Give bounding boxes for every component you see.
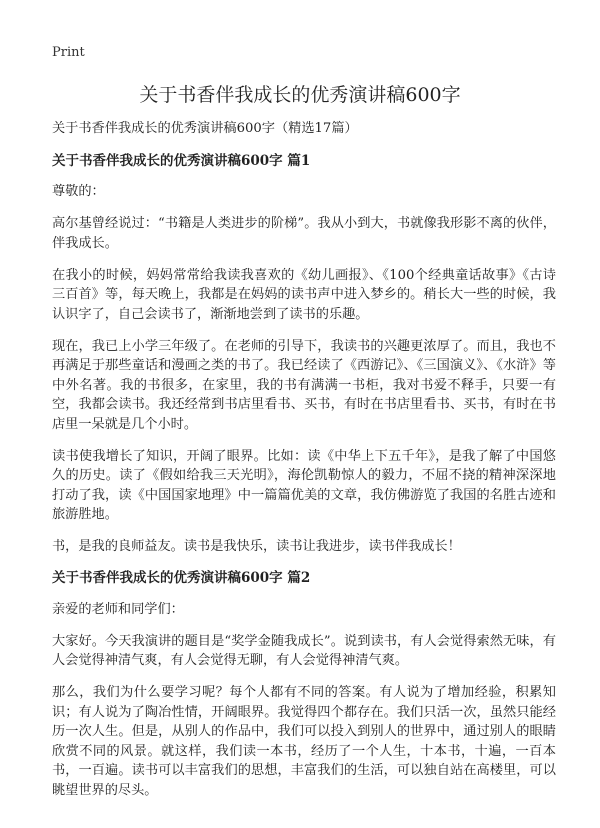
paragraph: 读书使我增长了知识，开阔了眼界。比如：读《中华上下五千年》，是我了解了中国悠久的历史。读了《假如给我三天光明》，海伦凯勒惊人的毅力，不屈不挠的精神深深地打动了我，读《中国国家地理》中一篇篇优美的文章，我仿佛游览了我国的名胜古迹和旅游胜地。 (52, 448, 556, 522)
document-title: 关于书香伴我成长的优秀演讲稿600字 (139, 84, 461, 106)
print-label[interactable]: Print (52, 45, 85, 60)
paragraph: 书，是我的良师益友。读书是我快乐，读书让我进步，读书伴我成长！ (52, 539, 461, 554)
document-subtitle: 关于书香伴我成长的优秀演讲稿600字（精选17篇） (52, 121, 358, 136)
paragraph: 尊敬的： (52, 184, 105, 199)
paragraph: 现在，我已上小学三年级了。在老师的引导下，我读书的兴趣更浓厚了。而且，我也不再满足于那些童话和漫画之类的书了。我已经读了《西游记》、《三国演义》、《水浒》等中外名著。我的书很多，在家里，我的书有满满一书柜，我对书爱不释手，只要一有空，我都会读书。我还经常到书店里看书、买书，有时在书店里看书、买书，有时在书店里一呆就是几个小时。 (52, 338, 556, 432)
paragraph: 大家好。今天我演讲的题目是“奖学金随我成长”。说到读书，有人会觉得索然无味，有人会觉得神清气爽，有人会觉得无聊，有人会觉得神清气爽。 (52, 633, 556, 668)
paragraph: 在我小的时候，妈妈常常给我读我喜欢的《幼儿画报》、《100个经典童话故事》《古诗三百首》等，每天晚上，我都是在妈妈的读书声中进入梦乡的。稍长大一些的时候，我认识字了，自己会读书了，渐渐地尝到了读书的乐趣。 (52, 267, 556, 322)
paragraph: 那么，我们为什么要学习呢？每个人都有不同的答案。有人说为了增加经验，积累知识；有人说为了陶冶性情，开阔眼界。我觉得四个都存在。我们只活一次，虽然只能经历一次人生。但是，从别人的作品中，我们可以投入到别人的世界中，通过别人的眼睛欣赏不同的风景。就这样，我们读一本书，经历了一个人生，十本书，十遍，一百本书，一百遍。读书可以丰富我们的思想，丰富我们的生活，可以独自站在高楼里，可以眺望世界的尽头。 (52, 685, 556, 798)
document-body (52, 119, 556, 813)
paragraph: 亲爱的老师和同学们： (52, 601, 184, 617)
section-1-heading: 关于书香伴我成长的优秀演讲稿600字 篇1 (52, 152, 311, 169)
section-2-heading: 关于书香伴我成长的优秀演讲稿600字 篇2 (52, 570, 311, 586)
paragraph: 高尔基曾经说过：“书籍是人类进步的阶梯”。我从小到大，书就像我形影不离的伙伴，伴我成长。 (52, 216, 556, 251)
